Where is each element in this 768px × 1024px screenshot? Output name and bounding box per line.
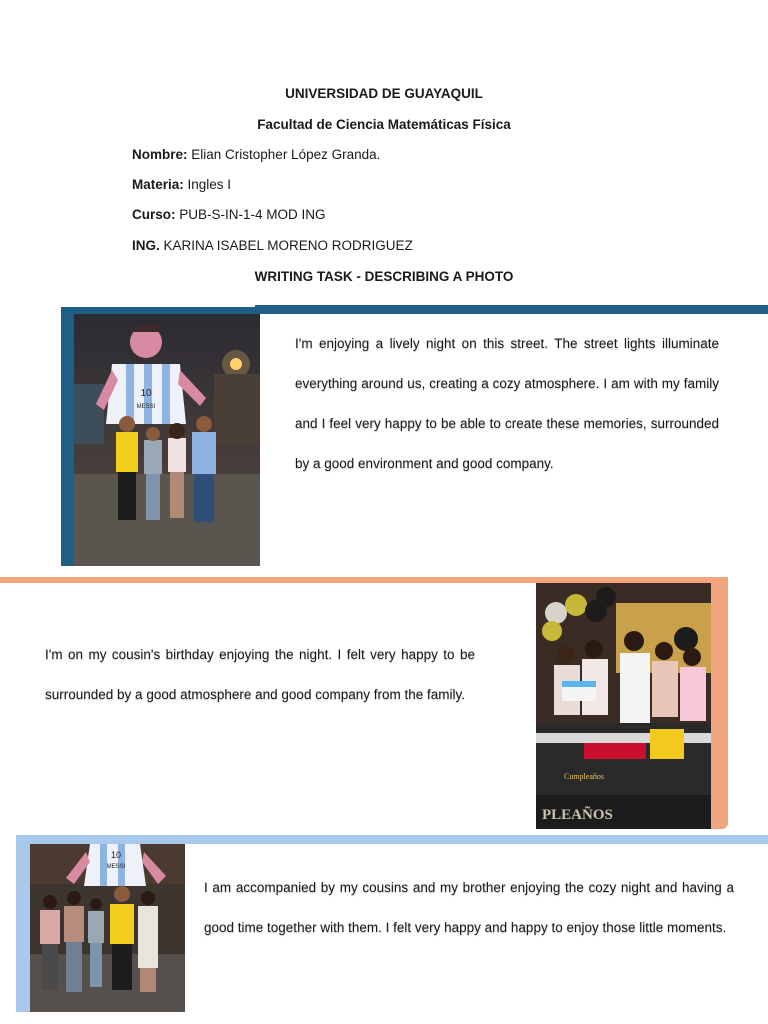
statue-number-1: 10 [140, 388, 152, 399]
birthday-banner: PLEAÑOS [542, 807, 613, 823]
section2-photo-frame [708, 577, 728, 829]
field-teacher-value: KARINA ISABEL MORENO RODRIGUEZ [159, 238, 413, 253]
section3-photo-frame [16, 835, 30, 1012]
statue-number-3: 10 [110, 850, 122, 860]
section1-text: I'm enjoying a lively night on this street. The street lights illuminate everything around us, creating a cozy atmosphere. I am with my family and I feel very happy to be able to create these memories, surrounded by a good environment and good company. [295, 336, 719, 471]
field-name-label: Nombre: [132, 147, 188, 162]
cake-text: Cumpleaños [564, 772, 604, 781]
statue-name-1: MESSI [136, 404, 156, 410]
field-subject-value: Ingles I [183, 177, 232, 192]
field-course-label: Curso: [132, 207, 176, 222]
faculty-title: Facultad de Ciencia Matemáticas Física [257, 117, 511, 132]
field-name [132, 147, 380, 162]
section3-top-bar [16, 835, 768, 844]
task-title: WRITING TASK - DESCRIBING A PHOTO [254, 269, 514, 284]
field-course-value: PUB-S-IN-1-4 MOD ING [175, 207, 326, 222]
section1-top-bar [255, 305, 768, 314]
statue-name-3: MESSI [106, 864, 126, 870]
section3-text: I am accompanied by my cousins and my brother enjoying the cozy night and having a good time together with them. I felt very happy and happy to enjoy those little moments. [204, 880, 734, 935]
section2-text: I'm on my cousin's birthday enjoying the night. I felt very happy to be surrounded by a good atmosphere and good company from the family. [45, 647, 475, 702]
field-course [132, 207, 326, 222]
field-teacher-label: ING. [132, 238, 160, 253]
university-title: UNIVERSIDAD DE GUAYAQUIL [285, 86, 483, 101]
field-subject-label: Materia: [132, 177, 184, 192]
field-name-value: Elian Cristopher López Granda. [187, 147, 381, 162]
field-teacher [132, 238, 413, 253]
photo-birthday [536, 583, 711, 829]
photo-cousins-brother [30, 844, 185, 1012]
photo-street-family [74, 314, 260, 566]
field-subject [132, 177, 231, 192]
